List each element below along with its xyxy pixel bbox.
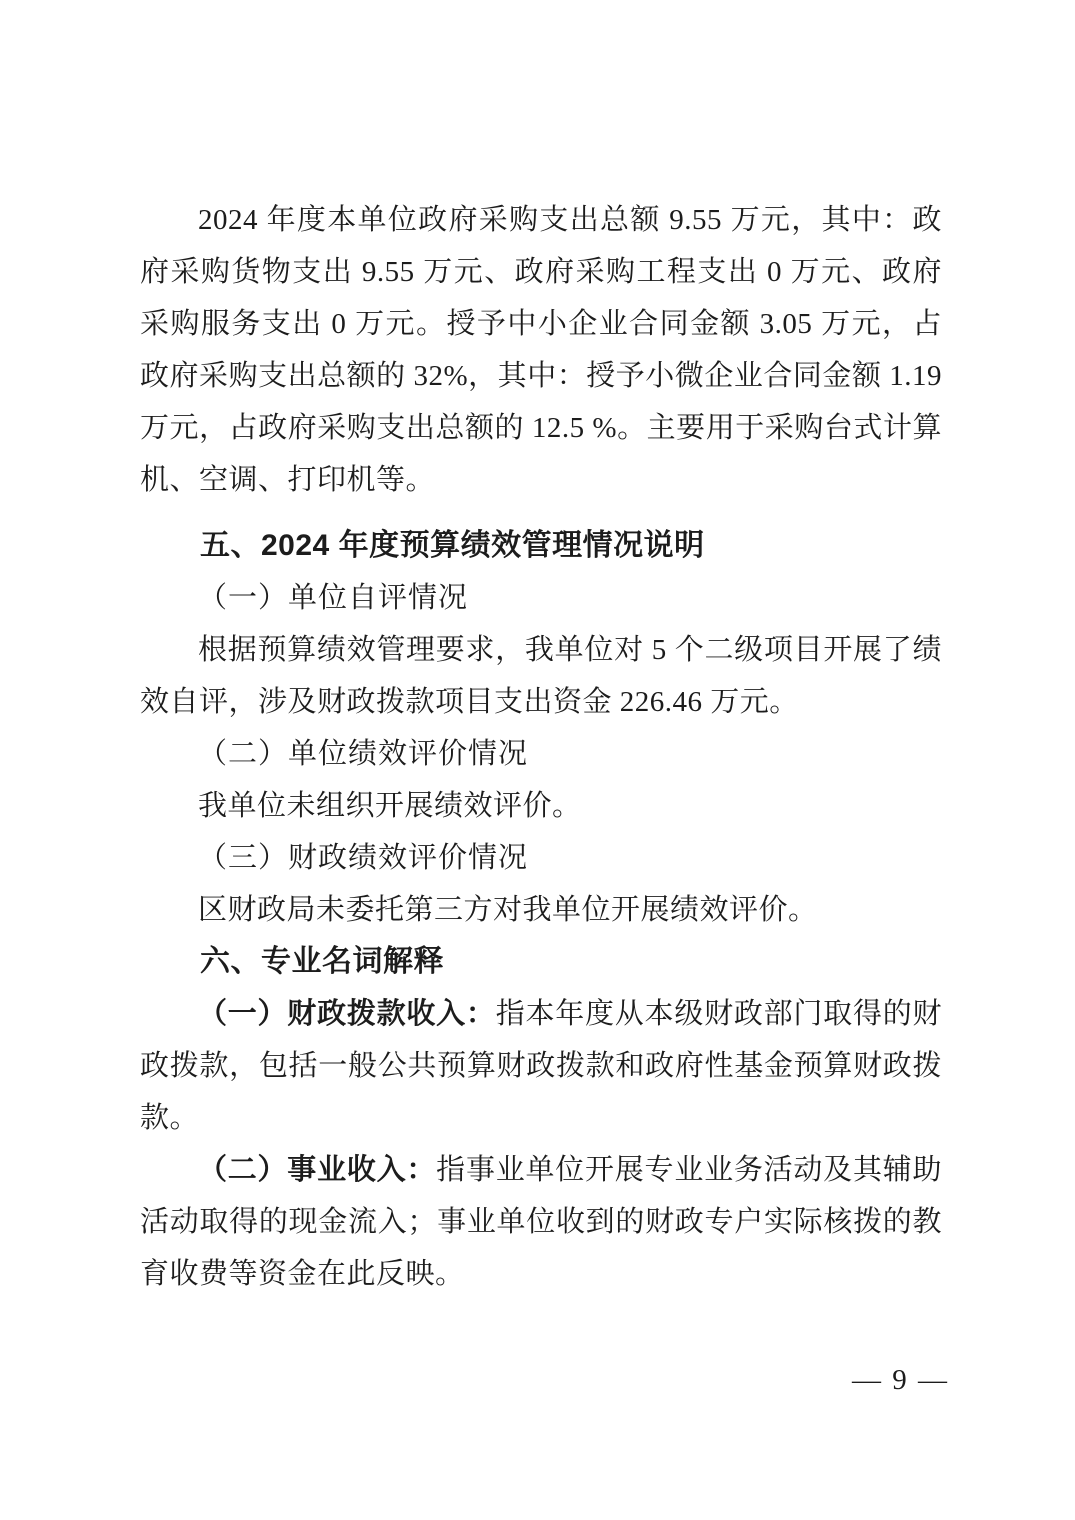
term-lead-fiscal-appropriation-income: （一）财政拨款收入： <box>198 998 496 1030</box>
section-heading-5-budget-performance: 五、2024 年度预算绩效管理情况说明 <box>200 529 705 562</box>
term-definition-institution-income: 指事业单位开展专业业务活动及其辅助活动取得的现金流入；事业单位收到的财政专户实际核拨的教育收费等资金在此反映。 <box>140 1154 942 1290</box>
paragraph-fiscal-performance-detail: 区财政局未委托第三方对我单位开展绩效评价。 <box>198 894 818 926</box>
term-paragraph-fiscal-appropriation-income <box>140 988 942 1144</box>
page-number: — 9 — <box>852 1364 949 1396</box>
term-definition-fiscal-appropriation-income: 指本年度从本级财政部门取得的财政拨款，包括一般公共预算财政拨款和政府性基金预算财政拨款。 <box>140 998 942 1134</box>
paragraph-unit-performance-detail: 我单位未组织开展绩效评价。 <box>198 790 582 822</box>
paragraph-procurement-summary: 2024 年度本单位政府采购支出总额 9.55 万元，其中：政府采购货物支出 9.55 万元、政府采购工程支出 0 万元、政府采购服务支出 0 万元。授予中小企业合同金额 3.05 万元，占政府采购支出总额的 32%，其中：授予小微企业合同金额 1.19 万元，占政府采购支出总额的 12.5 %。主要用于采购台式计算机、空调、打印机等。 <box>140 204 942 496</box>
subheading-unit-performance-evaluation: （二）单位绩效评价情况 <box>198 738 529 770</box>
section-heading-6-terminology: 六、专业名词解释 <box>200 945 444 978</box>
document-body <box>140 194 942 1300</box>
term-paragraph-institution-income <box>140 1144 942 1300</box>
paragraph-self-evaluation-detail: 根据预算绩效管理要求，我单位对 5 个二级项目开展了绩效自评，涉及财政拨款项目支出资金 226.46 万元。 <box>140 634 942 718</box>
term-lead-institution-income: （二）事业收入： <box>198 1154 437 1186</box>
subheading-fiscal-performance-evaluation: （三）财政绩效评价情况 <box>198 842 529 874</box>
subheading-unit-self-evaluation: （一）单位自评情况 <box>198 582 469 614</box>
